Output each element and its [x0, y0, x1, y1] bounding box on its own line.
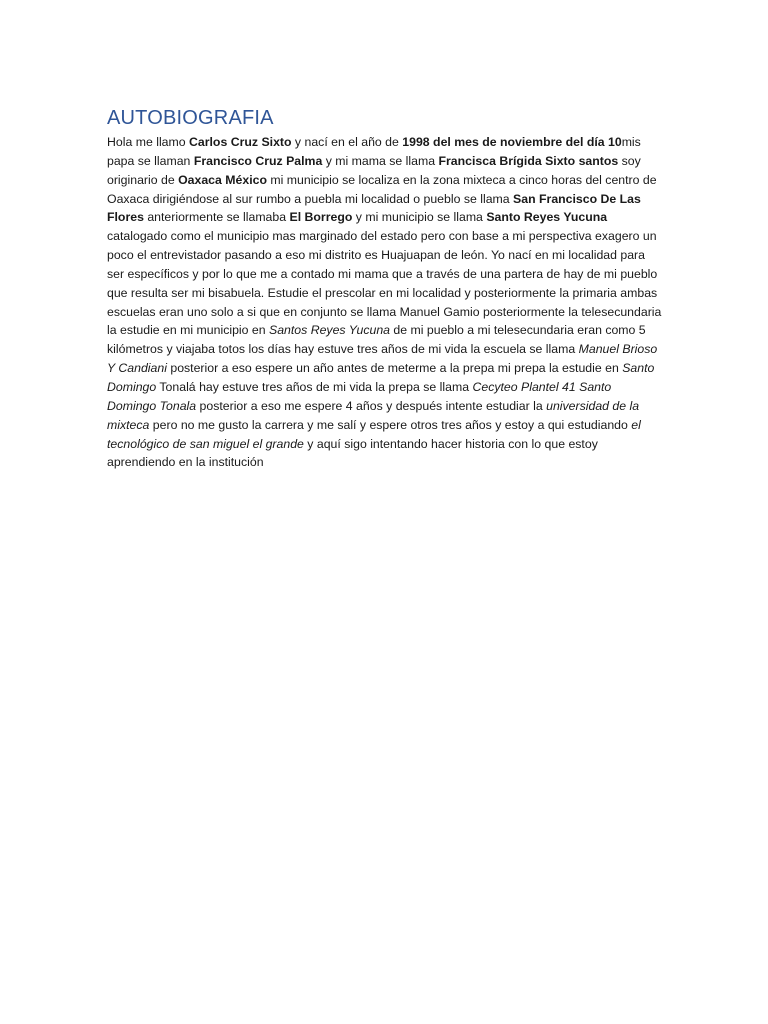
text-run: soy originario de — [107, 153, 641, 187]
text-run: y aquí sigo intentando hacer historia con lo que estoy aprendiendo en la institución — [107, 436, 598, 470]
bold-text-run: Francisco Cruz Palma — [193, 153, 323, 168]
document-content — [107, 105, 663, 472]
text-run: mis papa se llaman — [107, 135, 641, 168]
bold-text-run: San Francisco De Las Flores — [107, 191, 641, 225]
italic-text-run: Santo Domingo — [107, 361, 655, 394]
italic-text-run: el tecnológico de san miguel el grande — [107, 417, 641, 451]
text-run: y mi municipio se llama — [352, 210, 487, 225]
text-run: pero no me gusto la carrera y me salí y espere otros tres años y estoy a qui estudiando — [149, 417, 632, 432]
bold-text-run: Francisca Brígida Sixto santos — [438, 153, 619, 168]
bold-text-run: El Borrego — [289, 210, 353, 225]
text-run: y nací en el año de — [291, 135, 403, 149]
text-run: anteriormente se llamaba — [143, 210, 290, 225]
text-run: Hola me llamo — [107, 135, 190, 149]
autobiography-paragraph — [107, 133, 663, 472]
bold-text-run: Santo Reyes Yucuna — [486, 210, 608, 225]
text-run: posterior a eso espere un año antes de meterme a la prepa mi prepa la estudie en — [166, 361, 623, 376]
text-run: posterior a eso me espere 4 años y después intente estudiar la — [196, 398, 547, 413]
italic-text-run: Santos Reyes Yucuna — [269, 323, 390, 338]
italic-text-run: Manuel Brioso Y Candiani — [107, 342, 658, 376]
document-title: AUTOBIOGRAFIA — [107, 107, 274, 129]
text-run: catalogado como el municipio mas marginado del estado pero con base a mi perspectiva exagero un poco el entrevistador pasando a eso mi distrito es Huajuapan de león. Yo nací en mi localidad para ser específicos y por lo que me a contado mi mama que a través de una partera de hay de mi pueblo que resulta ser mi bisabuela. Estudie el prescolar en mi localidad y posteriormente la primaria ambas escuelas eran uno solo a si que en conjunto se llama Manuel Gamio posteriormente la telesecundaria la estudie en mi municipio en — [107, 229, 662, 338]
bold-text-run: 1998 del mes de noviembre del día 10 — [402, 135, 622, 149]
text-run: Tonalá hay estuve tres años de mi vida la prepa se llama — [156, 379, 473, 394]
bold-text-run: Carlos Cruz Sixto — [189, 135, 292, 149]
text-run: de mi pueblo a mi telesecundaria eran como 5 kilómetros y viajaba totos los días hay estuve tres años de mi vida la escuela se llama — [107, 323, 646, 357]
italic-text-run: universidad de la mixteca — [107, 398, 640, 432]
bold-text-run: Oaxaca México — [178, 172, 267, 187]
text-run: y mi mama se llama — [322, 153, 439, 168]
italic-text-run: Cecyteo Plantel 41 Santo Domingo Tonala — [107, 379, 612, 413]
text-run: mi municipio se localiza en la zona mixteca a cinco horas del centro de Oaxaca dirigiéndose al sur rumbo a puebla mi localidad o pueblo se llama — [107, 172, 657, 206]
